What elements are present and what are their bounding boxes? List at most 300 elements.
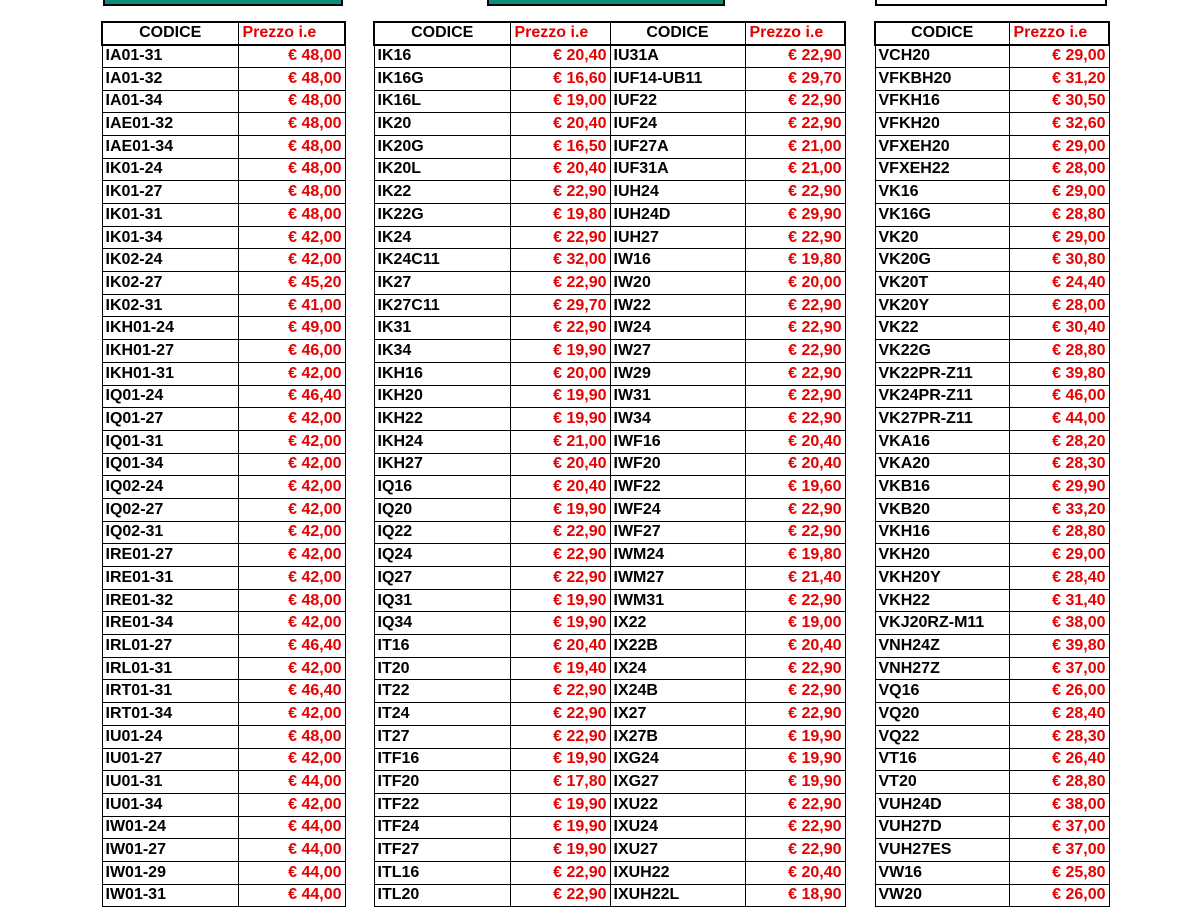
product-price: € 31,20 xyxy=(1009,67,1109,90)
price-table-middle xyxy=(373,21,846,907)
product-price: € 22,90 xyxy=(745,45,845,68)
product-code: IT24 xyxy=(374,703,510,726)
product-code: VKH20 xyxy=(875,544,1009,567)
table-row xyxy=(374,385,845,408)
table-row xyxy=(374,725,845,748)
header-row xyxy=(875,22,1109,45)
table-row xyxy=(875,771,1109,794)
product-price: € 22,90 xyxy=(510,884,610,907)
table-row xyxy=(374,226,845,249)
product-code: IQ01-34 xyxy=(102,453,238,476)
product-price: € 22,90 xyxy=(745,317,845,340)
product-price: € 20,40 xyxy=(745,430,845,453)
product-price: € 19,90 xyxy=(745,748,845,771)
product-code: IAE01-34 xyxy=(102,135,238,158)
product-code: IU01-27 xyxy=(102,748,238,771)
product-code: IKH01-27 xyxy=(102,340,238,363)
product-price: € 44,00 xyxy=(238,861,345,884)
table-row xyxy=(374,204,845,227)
product-code: IW01-24 xyxy=(102,816,238,839)
product-price: € 22,90 xyxy=(745,113,845,136)
product-code: IK20 xyxy=(374,113,510,136)
table-row xyxy=(875,453,1109,476)
product-code: IQ22 xyxy=(374,521,510,544)
product-price: € 22,90 xyxy=(745,589,845,612)
product-price: € 46,40 xyxy=(238,680,345,703)
product-code: VK16G xyxy=(875,204,1009,227)
table-row xyxy=(102,680,345,703)
product-price: € 28,30 xyxy=(1009,453,1109,476)
product-price: € 48,00 xyxy=(238,725,345,748)
product-price: € 19,90 xyxy=(745,771,845,794)
table-row xyxy=(875,816,1109,839)
product-code: IXG27 xyxy=(610,771,745,794)
table-row xyxy=(374,340,845,363)
table-row xyxy=(374,90,845,113)
table-row xyxy=(875,113,1109,136)
product-price: € 42,00 xyxy=(238,476,345,499)
product-code: IKH20 xyxy=(374,385,510,408)
product-code: IK27C11 xyxy=(374,294,510,317)
table-row xyxy=(875,567,1109,590)
product-code: IU31A xyxy=(610,45,745,68)
product-code: IW01-27 xyxy=(102,839,238,862)
table-row xyxy=(374,67,845,90)
product-price: € 19,60 xyxy=(745,476,845,499)
product-price: € 22,90 xyxy=(510,317,610,340)
product-price: € 38,00 xyxy=(1009,793,1109,816)
product-price: € 26,00 xyxy=(1009,884,1109,907)
product-code: VT20 xyxy=(875,771,1009,794)
product-price: € 42,00 xyxy=(238,544,345,567)
product-price: € 48,00 xyxy=(238,589,345,612)
table-row xyxy=(875,135,1109,158)
table-row xyxy=(374,748,845,771)
product-code: IXU22 xyxy=(610,793,745,816)
product-price: € 42,00 xyxy=(238,612,345,635)
table-row xyxy=(102,544,345,567)
product-code: IU01-31 xyxy=(102,771,238,794)
product-price: € 22,90 xyxy=(745,90,845,113)
product-price: € 19,90 xyxy=(510,816,610,839)
product-price: € 22,90 xyxy=(510,226,610,249)
product-price: € 22,90 xyxy=(745,703,845,726)
table-row xyxy=(875,204,1109,227)
product-code: IXUH22 xyxy=(610,861,745,884)
product-code: VUH27D xyxy=(875,816,1009,839)
product-price: € 28,30 xyxy=(1009,725,1109,748)
product-price: € 33,20 xyxy=(1009,498,1109,521)
product-code: VK27PR-Z11 xyxy=(875,408,1009,431)
product-price: € 19,90 xyxy=(745,725,845,748)
product-code: VK20T xyxy=(875,272,1009,295)
product-code: VKA16 xyxy=(875,430,1009,453)
product-code: IK31 xyxy=(374,317,510,340)
product-code: VCH20 xyxy=(875,45,1009,68)
product-price: € 48,00 xyxy=(238,204,345,227)
table-row xyxy=(875,612,1109,635)
product-code: IUF27A xyxy=(610,135,745,158)
product-code: VKB20 xyxy=(875,498,1009,521)
product-code: IK01-27 xyxy=(102,181,238,204)
product-code: IKH27 xyxy=(374,453,510,476)
table-row xyxy=(875,385,1109,408)
product-code: IWF27 xyxy=(610,521,745,544)
product-code: IK01-34 xyxy=(102,226,238,249)
product-price: € 20,40 xyxy=(745,861,845,884)
product-code: VK22G xyxy=(875,340,1009,363)
product-price: € 22,90 xyxy=(510,272,610,295)
product-code: VNH24Z xyxy=(875,635,1009,658)
product-price: € 29,70 xyxy=(745,67,845,90)
product-price: € 48,00 xyxy=(238,90,345,113)
product-price: € 22,90 xyxy=(745,498,845,521)
table-row xyxy=(875,884,1109,907)
product-code: IWF20 xyxy=(610,453,745,476)
product-code: IQ20 xyxy=(374,498,510,521)
table-row xyxy=(374,317,845,340)
product-code: IRL01-31 xyxy=(102,657,238,680)
product-price: € 19,90 xyxy=(510,748,610,771)
product-code: IK16 xyxy=(374,45,510,68)
product-price: € 29,90 xyxy=(745,204,845,227)
table-row xyxy=(102,135,345,158)
product-code: ITF20 xyxy=(374,771,510,794)
table-row xyxy=(875,317,1109,340)
product-price: € 42,00 xyxy=(238,793,345,816)
product-price: € 22,90 xyxy=(510,725,610,748)
product-price: € 20,40 xyxy=(510,158,610,181)
product-price: € 19,80 xyxy=(510,204,610,227)
table-row xyxy=(875,680,1109,703)
table-row xyxy=(102,45,345,68)
table-row xyxy=(875,725,1109,748)
product-code: IW22 xyxy=(610,294,745,317)
product-price: € 22,90 xyxy=(745,340,845,363)
product-code: IK02-31 xyxy=(102,294,238,317)
product-code: IKH24 xyxy=(374,430,510,453)
table-row xyxy=(102,67,345,90)
product-code: IK22 xyxy=(374,181,510,204)
product-price: € 22,90 xyxy=(510,680,610,703)
column-header-codice: CODICE xyxy=(102,22,238,45)
product-code: IWM27 xyxy=(610,567,745,590)
table-row xyxy=(102,113,345,136)
product-code: IQ02-24 xyxy=(102,476,238,499)
table-row xyxy=(374,544,845,567)
product-price: € 42,00 xyxy=(238,408,345,431)
product-code: IRE01-32 xyxy=(102,589,238,612)
table-row xyxy=(374,567,845,590)
product-code: IK20L xyxy=(374,158,510,181)
product-price: € 42,00 xyxy=(238,498,345,521)
product-price: € 21,40 xyxy=(745,567,845,590)
product-code: IT27 xyxy=(374,725,510,748)
table-row xyxy=(102,385,345,408)
table-row xyxy=(102,340,345,363)
table-row xyxy=(102,181,345,204)
product-price: € 48,00 xyxy=(238,158,345,181)
product-code: IUH24 xyxy=(610,181,745,204)
product-price: € 39,80 xyxy=(1009,362,1109,385)
table-row xyxy=(875,498,1109,521)
product-code: VKH22 xyxy=(875,589,1009,612)
column-header-codice: CODICE xyxy=(374,22,510,45)
product-price: € 21,00 xyxy=(745,158,845,181)
product-price: € 22,90 xyxy=(510,521,610,544)
product-code: IUF31A xyxy=(610,158,745,181)
product-price: € 42,00 xyxy=(238,567,345,590)
product-code: VFXEH22 xyxy=(875,158,1009,181)
product-price: € 41,00 xyxy=(238,294,345,317)
product-code: VKB16 xyxy=(875,476,1009,499)
product-code: IW01-29 xyxy=(102,861,238,884)
table-row xyxy=(875,476,1109,499)
product-code: VQ16 xyxy=(875,680,1009,703)
product-code: IX27 xyxy=(610,703,745,726)
table-row xyxy=(374,521,845,544)
product-price: € 22,90 xyxy=(745,839,845,862)
product-price: € 28,80 xyxy=(1009,521,1109,544)
product-code: IK02-24 xyxy=(102,249,238,272)
product-price: € 19,00 xyxy=(510,90,610,113)
table-row xyxy=(875,362,1109,385)
table-row xyxy=(875,544,1109,567)
product-price: € 19,90 xyxy=(510,793,610,816)
product-price: € 44,00 xyxy=(238,839,345,862)
table-row xyxy=(374,703,845,726)
product-code: VKH20Y xyxy=(875,567,1009,590)
table-row xyxy=(102,294,345,317)
table-row xyxy=(875,521,1109,544)
product-code: IQ02-31 xyxy=(102,521,238,544)
table-row xyxy=(374,498,845,521)
product-price: € 30,40 xyxy=(1009,317,1109,340)
table-row xyxy=(102,612,345,635)
table-row xyxy=(875,181,1109,204)
product-code: IUF22 xyxy=(610,90,745,113)
column-header-prezzo: Prezzo i.e xyxy=(238,22,345,45)
column-header-codice: CODICE xyxy=(610,22,745,45)
product-price: € 29,00 xyxy=(1009,544,1109,567)
product-code: IQ24 xyxy=(374,544,510,567)
table-row xyxy=(875,657,1109,680)
product-price: € 18,90 xyxy=(745,884,845,907)
product-price: € 19,90 xyxy=(510,589,610,612)
table-row xyxy=(102,771,345,794)
table-row xyxy=(102,362,345,385)
product-code: VK22PR-Z11 xyxy=(875,362,1009,385)
table-row xyxy=(102,816,345,839)
product-code: ITF16 xyxy=(374,748,510,771)
product-code: IX27B xyxy=(610,725,745,748)
product-code: VKH16 xyxy=(875,521,1009,544)
product-price: € 39,80 xyxy=(1009,635,1109,658)
product-price: € 19,00 xyxy=(745,612,845,635)
product-price: € 29,90 xyxy=(1009,476,1109,499)
product-price: € 16,50 xyxy=(510,135,610,158)
product-code: VFKH16 xyxy=(875,90,1009,113)
product-price: € 31,40 xyxy=(1009,589,1109,612)
product-code: IW24 xyxy=(610,317,745,340)
product-code: IRE01-27 xyxy=(102,544,238,567)
product-code: IW29 xyxy=(610,362,745,385)
table-row xyxy=(102,725,345,748)
product-price: € 20,40 xyxy=(510,635,610,658)
product-code: IW01-31 xyxy=(102,884,238,907)
product-price: € 42,00 xyxy=(238,430,345,453)
product-price: € 19,90 xyxy=(510,340,610,363)
product-code: IWM31 xyxy=(610,589,745,612)
product-price: € 26,00 xyxy=(1009,680,1109,703)
table-row xyxy=(102,861,345,884)
product-price: € 29,00 xyxy=(1009,135,1109,158)
table-row xyxy=(102,748,345,771)
table-row xyxy=(102,204,345,227)
product-code: IRT01-34 xyxy=(102,703,238,726)
product-code: IA01-31 xyxy=(102,45,238,68)
product-code: IKH16 xyxy=(374,362,510,385)
product-price: € 37,00 xyxy=(1009,816,1109,839)
product-code: VT16 xyxy=(875,748,1009,771)
product-price: € 46,00 xyxy=(238,340,345,363)
product-price: € 29,00 xyxy=(1009,181,1109,204)
product-price: € 42,00 xyxy=(238,249,345,272)
table-row xyxy=(102,226,345,249)
product-price: € 22,90 xyxy=(745,793,845,816)
product-code: IUF24 xyxy=(610,113,745,136)
product-code: IUH24D xyxy=(610,204,745,227)
table-row xyxy=(875,408,1109,431)
product-code: VQ20 xyxy=(875,703,1009,726)
table-row xyxy=(374,408,845,431)
table-row xyxy=(875,861,1109,884)
product-price: € 42,00 xyxy=(238,453,345,476)
product-price: € 42,00 xyxy=(238,226,345,249)
product-code: IK22G xyxy=(374,204,510,227)
product-code: IQ01-27 xyxy=(102,408,238,431)
product-code: VK20 xyxy=(875,226,1009,249)
table-row xyxy=(102,793,345,816)
product-price: € 20,40 xyxy=(745,635,845,658)
product-price: € 44,00 xyxy=(238,884,345,907)
product-code: ITF24 xyxy=(374,816,510,839)
table-row xyxy=(875,430,1109,453)
table-row xyxy=(875,635,1109,658)
table-row xyxy=(374,657,845,680)
product-code: IK34 xyxy=(374,340,510,363)
table-row xyxy=(374,113,845,136)
product-price: € 22,90 xyxy=(745,657,845,680)
product-code: IAE01-32 xyxy=(102,113,238,136)
table-row xyxy=(875,90,1109,113)
table-row xyxy=(102,498,345,521)
table-row xyxy=(374,135,845,158)
product-price: € 28,00 xyxy=(1009,294,1109,317)
product-price: € 22,90 xyxy=(510,567,610,590)
product-code: IK01-24 xyxy=(102,158,238,181)
product-price: € 48,00 xyxy=(238,181,345,204)
product-code: IK27 xyxy=(374,272,510,295)
section-banner-left xyxy=(103,0,343,6)
table-row xyxy=(102,272,345,295)
product-price: € 45,20 xyxy=(238,272,345,295)
table-row xyxy=(102,567,345,590)
product-price: € 24,40 xyxy=(1009,272,1109,295)
table-row xyxy=(102,408,345,431)
product-code: VK22 xyxy=(875,317,1009,340)
product-price: € 42,00 xyxy=(238,657,345,680)
product-price: € 28,80 xyxy=(1009,771,1109,794)
table-row xyxy=(374,816,845,839)
product-price: € 42,00 xyxy=(238,748,345,771)
product-code: IWF16 xyxy=(610,430,745,453)
product-price: € 28,00 xyxy=(1009,158,1109,181)
header-row xyxy=(374,22,845,45)
product-code: IKH01-31 xyxy=(102,362,238,385)
product-code: IXUH22L xyxy=(610,884,745,907)
product-price: € 32,00 xyxy=(510,249,610,272)
table-row xyxy=(374,861,845,884)
product-code: IRE01-34 xyxy=(102,612,238,635)
header-row xyxy=(102,22,345,45)
product-code: IX24B xyxy=(610,680,745,703)
product-code: IQ34 xyxy=(374,612,510,635)
product-code: IU01-24 xyxy=(102,725,238,748)
table-row xyxy=(374,272,845,295)
product-code: IUH27 xyxy=(610,226,745,249)
table-row xyxy=(102,589,345,612)
product-code: ITF27 xyxy=(374,839,510,862)
product-price: € 25,80 xyxy=(1009,861,1109,884)
product-code: IK02-27 xyxy=(102,272,238,295)
product-code: IX22 xyxy=(610,612,745,635)
product-price: € 22,90 xyxy=(745,816,845,839)
product-code: IQ01-31 xyxy=(102,430,238,453)
table-row xyxy=(374,476,845,499)
product-code: IRT01-31 xyxy=(102,680,238,703)
table-row xyxy=(374,793,845,816)
product-code: VKJ20RZ-M11 xyxy=(875,612,1009,635)
product-code: VKA20 xyxy=(875,453,1009,476)
product-code: IRL01-27 xyxy=(102,635,238,658)
product-code: IQ16 xyxy=(374,476,510,499)
column-header-prezzo: Prezzo i.e xyxy=(510,22,610,45)
product-code: IK24 xyxy=(374,226,510,249)
product-price: € 22,90 xyxy=(745,226,845,249)
product-price: € 29,00 xyxy=(1009,226,1109,249)
product-price: € 48,00 xyxy=(238,67,345,90)
product-price: € 22,90 xyxy=(510,703,610,726)
table-row xyxy=(102,317,345,340)
product-code: IX24 xyxy=(610,657,745,680)
table-row xyxy=(102,635,345,658)
table-row xyxy=(875,272,1109,295)
column-header-codice: CODICE xyxy=(875,22,1009,45)
table-row xyxy=(102,453,345,476)
table-row xyxy=(102,249,345,272)
product-code: IQ01-24 xyxy=(102,385,238,408)
product-code: IW16 xyxy=(610,249,745,272)
table-row xyxy=(102,884,345,907)
product-code: IK01-31 xyxy=(102,204,238,227)
product-code: VQ22 xyxy=(875,725,1009,748)
product-price: € 46,00 xyxy=(1009,385,1109,408)
product-price: € 22,90 xyxy=(745,521,845,544)
product-price: € 28,20 xyxy=(1009,430,1109,453)
product-code: VK16 xyxy=(875,181,1009,204)
product-code: IK16L xyxy=(374,90,510,113)
